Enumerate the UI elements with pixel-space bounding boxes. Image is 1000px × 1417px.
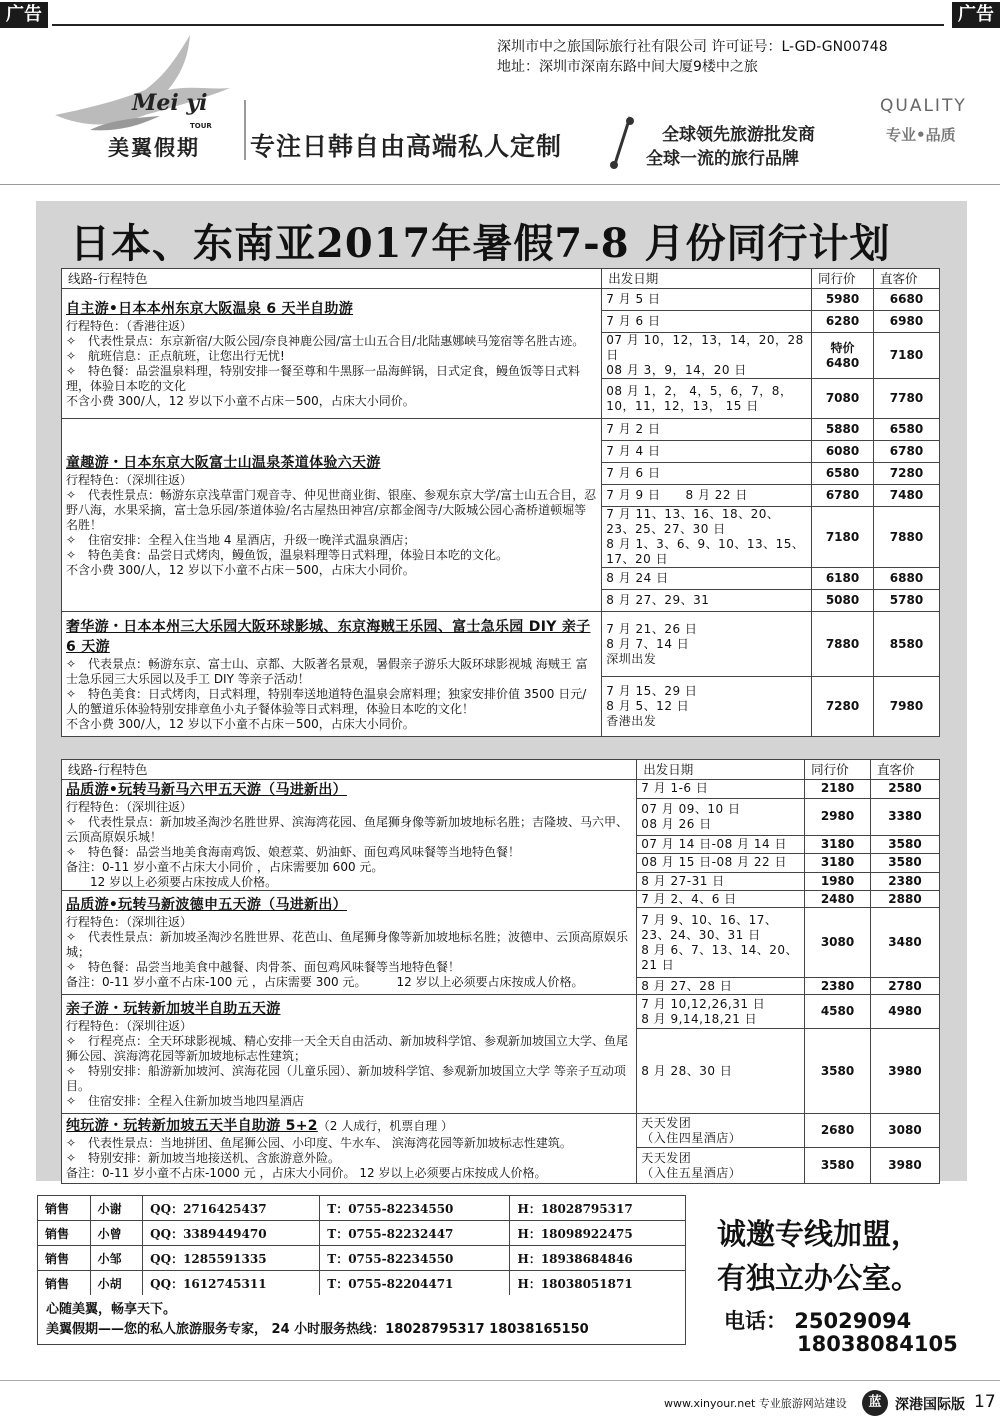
departure-date: 7 月 10,12,26,31 日 8 月 9,14,18,21 日 <box>637 995 805 1029</box>
route-description <box>62 891 637 995</box>
join-phone-2: 18038084105 <box>797 1332 958 1356</box>
departure-date: 08 月 15 日-08 月 22 日 <box>637 854 805 873</box>
contact-row <box>38 1246 686 1271</box>
departure-date: 7 月 9 日 8 月 22 日 <box>602 485 812 507</box>
contact-name: 小曾 <box>90 1221 143 1246</box>
route-detail-line: 不含小费 300/人，12 岁以下小童不占床－500，占床大小同价。 <box>66 393 415 408</box>
publication-badge: 蓝 <box>862 1390 888 1416</box>
table-header-cell: 线路-行程特色 <box>62 269 602 289</box>
contact-table <box>37 1195 686 1296</box>
direct-price: 3580 <box>871 854 940 873</box>
peer-price: 2980 <box>805 798 871 835</box>
table-row <box>62 995 940 1029</box>
table-row <box>62 289 940 311</box>
logo-script: Mei yi <box>132 90 208 116</box>
route-description <box>62 1114 637 1184</box>
peer-price: 5080 <box>812 590 874 612</box>
departure-date: 天天发团 （入住五星酒店） <box>637 1148 805 1184</box>
departure-date: 7 月 2、4、6 日 <box>637 891 805 908</box>
route-detail-line: ✧ 代表性景点：新加坡圣淘沙名胜世界、花芭山、鱼尾狮身像等新加坡地标名胜；波德申、云顶高原娱乐城； <box>66 930 629 959</box>
direct-price: 7880 <box>874 507 940 568</box>
peer-price: 3180 <box>805 835 871 854</box>
table-header-cell: 同行价 <box>805 760 871 780</box>
route-description <box>62 995 637 1114</box>
contact-mobile: H：18938684846 <box>510 1246 686 1271</box>
route-title: 奢华游・日本本州三大乐园大阪环球影城、东京海贼王乐园、富士急乐园 DIY 亲子 6 天游 <box>66 618 591 655</box>
peer-price: 5980 <box>812 289 874 311</box>
peer-price: 4580 <box>805 995 871 1029</box>
contact-qq: QQ：1285591335 <box>143 1246 320 1271</box>
japan-table <box>61 268 940 737</box>
peer-price: 1980 <box>805 872 871 891</box>
peer-price: 3080 <box>805 908 871 978</box>
ad-label-left: 广告 <box>0 2 48 28</box>
contact-name: 小谢 <box>90 1196 143 1221</box>
route-detail-line: ✧ 代表性景点：当地拼团、鱼尾狮公园、小印度、牛水车、 滨海湾花园等新加坡标志性建筑。 <box>66 1136 572 1150</box>
departure-date: 7 月 21、26 日 8 月 7、14 日 深圳出发 <box>602 612 812 677</box>
route-detail-line: 备注：0-11 岁小童不占床-1000 元 ，占床大小同价。 12 岁以上必须要占床按成人价格。 <box>66 1166 547 1180</box>
departure-date: 7 月 2 日 <box>602 419 812 441</box>
direct-price: 6680 <box>874 289 940 311</box>
route-detail-line: ✧ 住宿安排：全程入住当地 4 星酒店，升级一晚洋式温泉酒店； <box>66 532 416 547</box>
departure-date: 7 月 6 日 <box>602 311 812 333</box>
peer-price: 6780 <box>812 485 874 507</box>
table-header-cell: 出发日期 <box>602 269 812 289</box>
departure-date: 7 月 11、13、16、18、20、23、25、27、30 日 8 月 1、3、6、9、10、13、15、17、20 日 <box>602 507 812 568</box>
route-description <box>62 612 602 737</box>
contact-qq: QQ：3389449470 <box>143 1221 320 1246</box>
direct-price: 3980 <box>871 1029 940 1114</box>
contact-name: 小胡 <box>90 1271 143 1296</box>
route-title: 品质游•玩转马新马六甲五天游（马进新出） <box>66 782 347 798</box>
table-header-cell: 直客价 <box>871 760 940 780</box>
departure-date: 8 月 27、28 日 <box>637 978 805 995</box>
company-info <box>497 37 888 77</box>
route-title: 自主游•日本本州东京大阪温泉 6 天半自助游 <box>66 300 354 317</box>
direct-price: 7480 <box>874 485 940 507</box>
route-detail-line: ✧ 特色美食：品尝日式烤肉，鳗鱼饭，温泉料理等日式料理，体验日本吃的文化。 <box>66 547 509 562</box>
peer-price: 5880 <box>812 419 874 441</box>
route-description <box>62 780 637 891</box>
peer-price: 特价 6480 <box>812 333 874 379</box>
contact-row <box>38 1196 686 1221</box>
contact-row <box>38 1271 686 1296</box>
table-header-cell: 同行价 <box>812 269 874 289</box>
departure-date: 天天发团 （入住四星酒店） <box>637 1114 805 1148</box>
route-detail-line: ✧ 特别安排：新加坡当地接送机、含旅游意外险。 <box>66 1151 341 1165</box>
route-description <box>62 419 602 612</box>
join-phone: 电话： 25029094 <box>724 1309 912 1333</box>
contact-mobile: H：18098922475 <box>510 1221 686 1246</box>
route-title: 纯玩游・玩转新加坡五天半自助游 5+2 <box>66 1118 318 1134</box>
peer-price: 6080 <box>812 441 874 463</box>
footer-line-1: 心随美翼，畅享天下。 <box>46 1302 177 1317</box>
direct-price: 6880 <box>874 568 940 590</box>
ad-label-right: 广告 <box>952 2 1000 28</box>
global-line-2: 全球一流的旅行品牌 <box>646 149 799 169</box>
direct-price: 6780 <box>874 441 940 463</box>
company-name: 深圳市中之旅国际旅行社有限公司 许可证号：L-GD-GN00748 <box>497 39 888 55</box>
table-header-cell: 线路-行程特色 <box>62 760 637 780</box>
direct-price: 3580 <box>871 835 940 854</box>
site-text: www.xinyour.net 专业旅游网站建设 <box>664 1397 847 1410</box>
departure-date: 7 月 4 日 <box>602 441 812 463</box>
logo-tour: TOUR <box>190 122 212 130</box>
direct-price: 7980 <box>874 677 940 737</box>
route-detail-line: 备注：0-11 岁小童不占床-100 元 ，占床需要 300 元。 12 岁以上必须要占床按成人价格。 <box>66 975 584 989</box>
departure-date: 7 月 1-6 日 <box>637 780 805 799</box>
table-row <box>62 1114 940 1148</box>
peer-price: 3580 <box>805 1029 871 1114</box>
table-row <box>62 780 940 799</box>
peer-price: 2480 <box>805 891 871 908</box>
contact-tel: T：0755-82234550 <box>320 1246 510 1271</box>
brand-name: 美翼假期 <box>108 136 200 160</box>
departure-date: 7 月 15、29 日 8 月 5、12 日 香港出发 <box>602 677 812 737</box>
route-detail-line: 行程特色：（香港往返） <box>66 318 193 333</box>
peer-price: 7180 <box>812 507 874 568</box>
departure-date: 7 月 9、10、16、17、23、24、30、31 日 8 月 6、7、13、14、20、21 日 <box>637 908 805 978</box>
route-detail-line: ✧ 代表景点：畅游东京、富士山、京都、大阪著名景观，暑假亲子游乐大阪环球影视城 海贼王 富士急乐园三大乐园以及手工 DIY 等亲子活动！ <box>66 656 588 686</box>
route-detail-line: ✧ 特色餐：品尝当地美食海南鸡饭、娘惹菜、奶油虾、面包鸡风味餐等当地特色餐！ <box>66 845 521 859</box>
table-header-cell: 直客价 <box>874 269 940 289</box>
route-detail-line: 12 岁以上必须要占床按成人价格。 <box>66 875 278 889</box>
direct-price: 7280 <box>874 463 940 485</box>
route-detail-line: 不含小费 300/人，12 岁以下小童不占床－500，占床大小同价。 <box>66 716 415 731</box>
route-detail-line: ✧ 特色餐：品尝当地美食中越餐、肉骨茶、面包鸡风味餐等当地特色餐！ <box>66 960 461 974</box>
slogan: 专注日韩自由高端私人定制 <box>250 132 563 161</box>
route-detail-line: ✧ 代表性景点：畅游东京浅草雷门观音寺、仲见世商业街、银座、参观东京大学/富士山五合目，忍野八海，水果采摘，富士急乐园/茶道体验/名古屋热田神宫/京都金阁寺/大阪城公园心斋桥道顿堀等名胜！ <box>66 487 597 532</box>
departure-date: 07 月 10，12，13，14，20，28 日 08 月 3，9，14，20 日 <box>602 333 812 379</box>
route-detail-line: ✧ 特色美食：日式烤肉，日式料理，特别奉送地道特色温泉会席料理；独家安排价值 3500 日元/人的蟹道乐体验特别安排章鱼小丸子餐体验等日式料理，体验日本吃的文化！ <box>66 686 587 716</box>
direct-price: 2780 <box>871 978 940 995</box>
route-detail-line: ✧ 特色餐：品尝温泉料理，特别安排一餐至尊和牛黑豚一品海鲜锅，日式定食，鳗鱼饭等日式料理，体验日本吃的文化 <box>66 363 581 393</box>
table-row <box>62 612 940 677</box>
departure-date: 07 月 09、10 日 08 月 26 日 <box>637 798 805 835</box>
route-detail-line: ✧ 代表性景点：新加坡圣淘沙名胜世界、滨海湾花园、鱼尾狮身像等新加坡地标名胜；吉隆坡、马六甲、云顶高原娱乐城！ <box>66 815 629 844</box>
departure-date: 08 月 1，2， 4，5，6，7，8，10，11，12，13， 15 日 <box>602 379 812 419</box>
direct-price: 3080 <box>871 1114 940 1148</box>
departure-date: 7 月 6 日 <box>602 463 812 485</box>
contact-qq: QQ：1612745311 <box>143 1271 320 1296</box>
company-address: 地址：深圳市深南东路中间大厦9楼中之旅 <box>497 59 758 75</box>
direct-price: 3980 <box>871 1148 940 1184</box>
peer-price: 7280 <box>812 677 874 737</box>
join-line-1: 诚邀专线加盟， <box>717 1217 921 1251</box>
slash-decoration-icon <box>608 115 634 171</box>
route-detail-line: ✧ 航班信息：正点航班，让您出行无忧! <box>66 348 285 363</box>
quality-sub: 专业•品质 <box>886 126 956 144</box>
peer-price: 2380 <box>805 978 871 995</box>
departure-date: 7 月 5 日 <box>602 289 812 311</box>
peer-price: 2180 <box>805 780 871 799</box>
quality-label: QUALITY <box>880 96 967 116</box>
peer-price: 2680 <box>805 1114 871 1148</box>
peer-price: 3180 <box>805 854 871 873</box>
direct-price: 2880 <box>871 891 940 908</box>
header-bottom-rule <box>0 184 1000 185</box>
route-detail-line: 行程特色：（深圳往返） <box>66 1019 193 1033</box>
route-title: 亲子游・玩转新加坡半自助五天游 <box>66 1001 281 1017</box>
contact-tel: T：0755-82234550 <box>320 1196 510 1221</box>
direct-price: 8580 <box>874 612 940 677</box>
contact-tel: T：0755-82232447 <box>320 1221 510 1246</box>
direct-price: 2580 <box>871 780 940 799</box>
contact-role: 销售 <box>38 1246 91 1271</box>
departure-date: 07 月 14 日-08 月 14 日 <box>637 835 805 854</box>
direct-price: 3380 <box>871 798 940 835</box>
contact-role: 销售 <box>38 1196 91 1221</box>
contact-qq: QQ：2716425437 <box>143 1196 320 1221</box>
peer-price: 6180 <box>812 568 874 590</box>
sea-table <box>61 759 940 1184</box>
route-title: 品质游•玩转马新波德申五天游（马进新出） <box>66 897 347 913</box>
route-title: 童趣游・日本东京大阪富士山温泉茶道体验六天游 <box>66 454 381 471</box>
table-header-cell: 出发日期 <box>637 760 805 780</box>
peer-price: 6580 <box>812 463 874 485</box>
logo-divider <box>244 100 246 160</box>
table-row <box>62 891 940 908</box>
departure-date: 8 月 24 日 <box>602 568 812 590</box>
peer-price: 7080 <box>812 379 874 419</box>
page-number: 17 <box>974 1392 996 1412</box>
page-title: 日本、东南亚2017年暑假7-8 月份同行计划 <box>70 220 891 267</box>
route-detail-line: ✧ 行程亮点：全天环球影视城、精心安排一天全天自由活动、新加坡科学馆、参观新加坡国立大学、鱼尾狮公园、滨海湾花园等新加坡地标志性建筑； <box>66 1034 629 1063</box>
contact-tel: T：0755-82204471 <box>320 1271 510 1296</box>
route-detail-line: ✧ 特别安排：船游新加坡河、滨海花园（儿童乐园）、新加坡科学馆、参观新加坡国立大学 等亲子互动项目。 <box>66 1064 626 1093</box>
contact-role: 销售 <box>38 1271 91 1296</box>
route-detail-line: 行程特色：（深圳往返） <box>66 915 193 929</box>
route-detail-line: 行程特色：（深圳往返） <box>66 472 193 487</box>
route-detail-line: ✧ 住宿安排：全程入住新加坡当地四星酒店 <box>66 1094 305 1108</box>
direct-price: 2380 <box>871 872 940 891</box>
peer-price: 6280 <box>812 311 874 333</box>
footer-line-2: 美翼假期——您的私人旅游服务专家， 24 小时服务热线：18028795317 18038165150 <box>46 1322 589 1337</box>
route-detail-line: 备注：0-11 岁小童不占床大小同价 ，占床需要加 600 元。 <box>66 860 384 874</box>
contact-role: 销售 <box>38 1221 91 1246</box>
route-detail-line: 不含小费 300/人，12 岁以下小童不占床－500，占床大小同价。 <box>66 562 415 577</box>
peer-price: 7880 <box>812 612 874 677</box>
bottom-rule <box>0 1380 1000 1381</box>
footer-box <box>37 1295 686 1345</box>
contact-name: 小邹 <box>90 1246 143 1271</box>
contact-row <box>38 1221 686 1246</box>
peer-price: 3580 <box>805 1148 871 1184</box>
route-title-note: （2 人成行，机票自理 ） <box>317 1119 454 1133</box>
publication-name: 深港国际版 <box>895 1397 965 1413</box>
direct-price: 7180 <box>874 333 940 379</box>
header-rule <box>52 24 944 26</box>
join-line-2: 有独立办公室。 <box>717 1261 921 1295</box>
global-line-1: 全球领先旅游批发商 <box>662 125 815 145</box>
join-text <box>717 1212 920 1300</box>
direct-price: 6980 <box>874 311 940 333</box>
direct-price: 4980 <box>871 995 940 1029</box>
departure-date: 8 月 27、29、31 <box>602 590 812 612</box>
direct-price: 3480 <box>871 908 940 978</box>
route-description <box>62 289 602 419</box>
departure-date: 8 月 27-31 日 <box>637 872 805 891</box>
direct-price: 7780 <box>874 379 940 419</box>
contact-mobile: H：18028795317 <box>510 1196 686 1221</box>
direct-price: 5780 <box>874 590 940 612</box>
table-row <box>62 419 940 441</box>
route-detail-line: ✧ 代表性景点：东京新宿/大阪公园/奈良神鹿公园/富士山五合目/北陆惠娜峡马笼宿等名胜古迹。 <box>66 333 585 348</box>
contact-mobile: H：18038051871 <box>510 1271 686 1296</box>
route-detail-line: 行程特色：（深圳往返） <box>66 800 193 814</box>
direct-price: 6580 <box>874 419 940 441</box>
departure-date: 8 月 28、30 日 <box>637 1029 805 1114</box>
